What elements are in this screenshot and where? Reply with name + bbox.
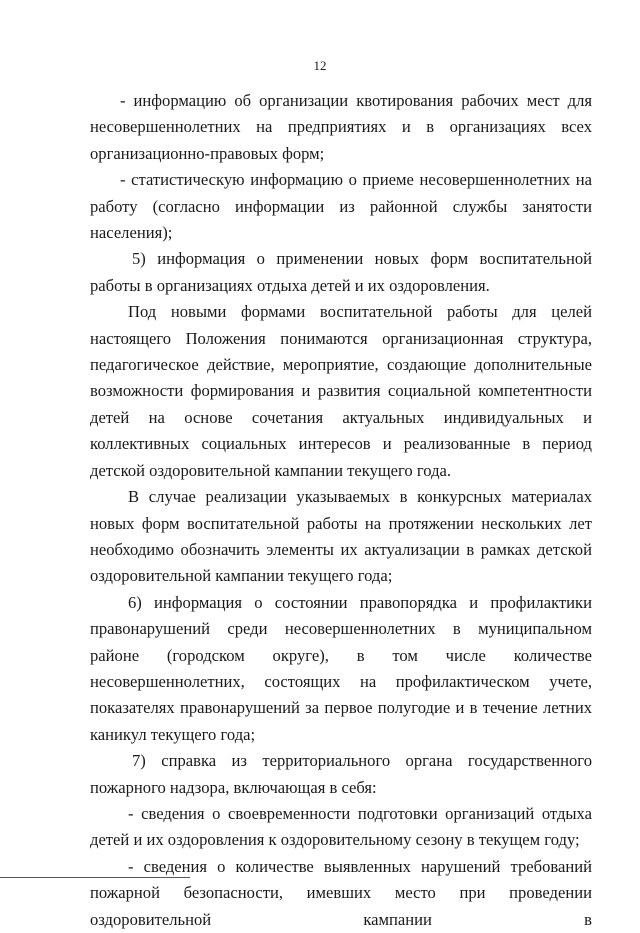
- paragraph: - информацию об организации квотирования рабочих мест для несовершеннолетних на предприятиях и в организациях всех организационно-правовых форм;: [90, 91, 592, 163]
- paragraph: Под новыми формами воспитательной работы для целей настоящего Положения понимаются организационная структура, педагогическое действие, мероприятие, создающие дополнительные возможности формирования и развития социальной компетентности детей на основе сочетания актуальных индивидуальных и коллективных социальных интересов и реализованные в период детской оздоровительной кампании текущего года.: [90, 302, 592, 480]
- paragraph: 6) информация о состоянии правопорядка и профилактики правонарушений среди несовершеннолетних в муниципальном районе (городском округе), в том числе количестве несовершеннолетних, состоящих на профилактическом учете, показателях правонарушений за первое полугодие и в течение летних каникул текущего года;: [90, 592, 592, 744]
- paragraph: 5) информация о применении новых форм воспитательной работы в организациях отдыха детей и их оздоровления.: [90, 249, 592, 295]
- paragraph: - сведения о количестве выявленных нарушений требований пожарной безопасности, имевших место при проведении оздоровительной кампании в: [90, 856, 592, 929]
- body-text: [90, 88, 592, 933]
- page-number: 12: [313, 58, 327, 73]
- paragraph: В случае реализации указываемых в конкурсных материалах новых форм воспитательной работы на протяжении нескольких лет необходимо обозначить элементы их актуализации в рамках детской оздоровительной кампании текущего года;: [90, 487, 592, 586]
- page-bottom-rule: [0, 877, 190, 878]
- paragraph: 7) справка из территориального органа государственного пожарного надзора, включающая в себя:: [90, 751, 592, 797]
- paragraph: - статистическую информацию о приеме несовершеннолетних на работу (согласно информации из районной службы занятости населения);: [90, 170, 592, 243]
- paragraph: - сведения о своевременности подготовки организаций отдыха детей и их оздоровления к оздоровительному сезону в текущем году;: [90, 803, 592, 850]
